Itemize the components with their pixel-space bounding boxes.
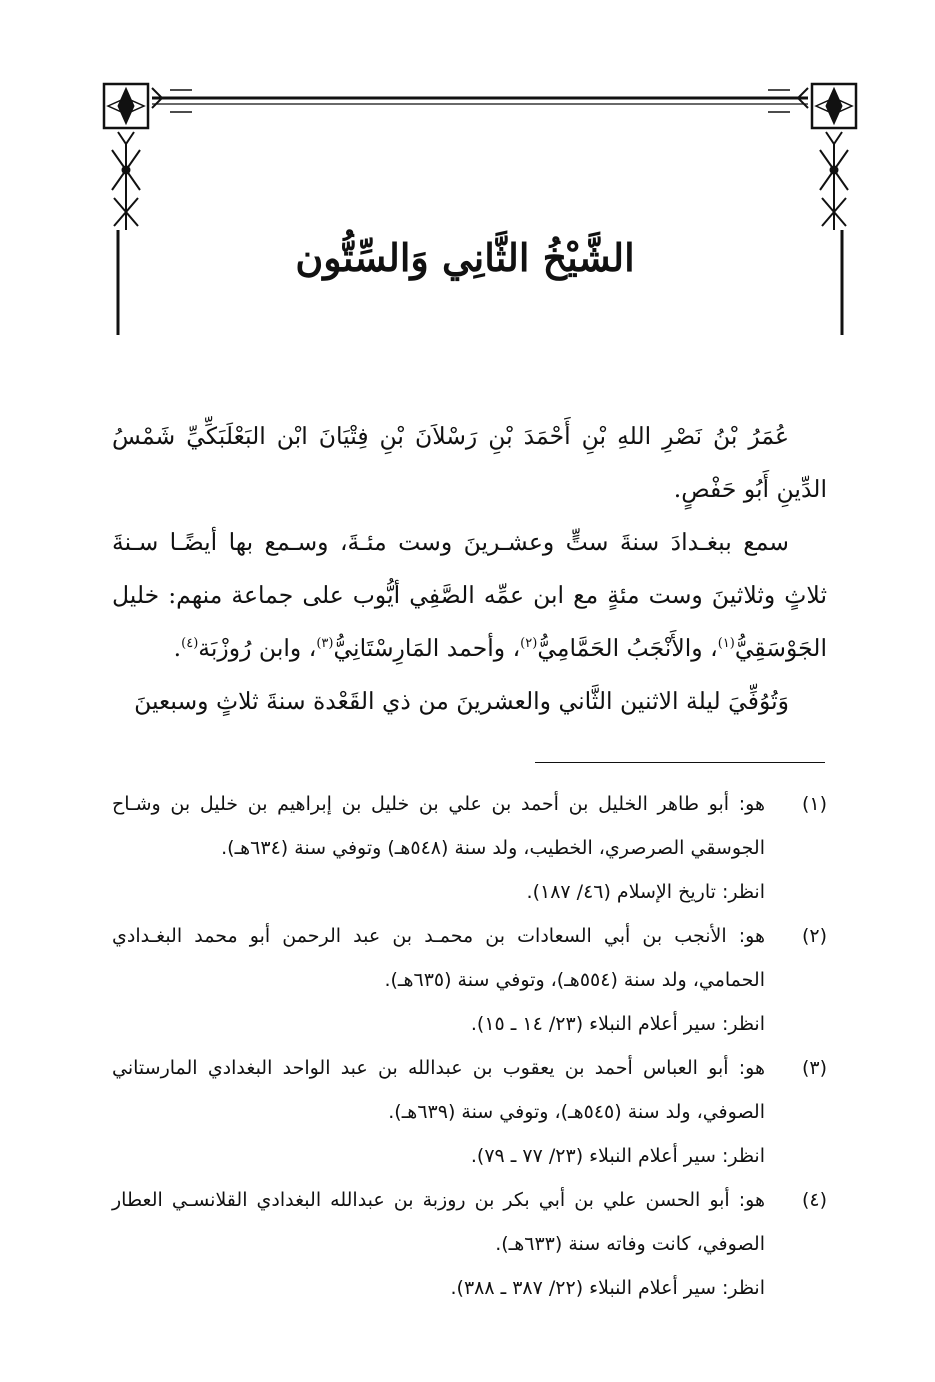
main-text: [112, 410, 827, 728]
footnote-number: (٣): [801, 1057, 827, 1079]
footnote-reference: انظر: تاريخ الإسلام (٤٦/ ١٨٧).: [526, 881, 765, 903]
footnote-text: هو: الأنجب بن أبي السعادات بن محمـد بن عبد الرحمن أبو محمد البغـدادي الحمامي، ولد سنة (٥٥٤هـ)، وتوفي سنة (٦٣٥هـ).: [112, 925, 765, 991]
footnote-number: (٤): [801, 1189, 827, 1211]
paragraph-text-c: ، وأحمد المَارِسْتَانِيُّ: [333, 634, 521, 662]
paragraph-hearing: [112, 516, 827, 675]
footnote-reference: انظر: سير أعلام النبلاء (٢٣/ ١٤ ـ ١٥).: [470, 1013, 765, 1035]
footnote-reference: انظر: سير أعلام النبلاء (٢٢/ ٣٨٧ ـ ٣٨٨).: [450, 1277, 765, 1299]
footnote-number: (١): [801, 793, 827, 815]
paragraph-text-b: ، والأَنْجَبُ الحَمَّامِيُّ: [537, 634, 718, 662]
paragraph-death: وَتُوُفِّيَ ليلة الاثنين الثَّاني والعشرينَ من ذي القَعْدة سنةَ ثلاثٍ وسبعينَ: [134, 687, 789, 715]
footnote-4: [112, 1178, 827, 1310]
paragraph-text-d: ، وابن رُوزْبَة: [198, 634, 317, 662]
footnote-3: [112, 1046, 827, 1178]
footnotes: [112, 782, 827, 1310]
name-paragraph: عُمَرُ بْنُ نَصْرِ اللهِ بْنِ أَحْمَدَ بْنِ رَسْلاَنَ بْنِ فِتْيَانَ ابْن البَعْلَبَكِّيِّ شَمْسُ الدِّينِ أَبُو حَفْصٍ.: [112, 422, 827, 503]
footnote-ref-2: (٢): [520, 636, 538, 651]
footnote-1: [112, 782, 827, 914]
footnote-ref-1: (١): [717, 636, 735, 651]
footnote-reference: انظر: سير أعلام النبلاء (٢٣/ ٧٧ ـ ٧٩).: [470, 1145, 765, 1167]
ornamental-title-frame: [100, 80, 860, 340]
footnote-ref-3: (٣): [316, 636, 334, 651]
footnote-text: هو: أبو الحسن علي بن أبي بكر بن روزبة بن عبدالله البغدادي القلانسـي العطار الصوفي، كانت وفاته سنة (٦٣٣هـ).: [112, 1189, 765, 1255]
paragraph-text-a: سمع ببغـدادَ سنةَ ستٍّ وعشـرينَ وست مئـةَ، وسـمع بها أيضًـا سـنةَ ثلاثٍ وثلاثينَ وست مئةٍ مع ابن عمِّه الصَّفِي أيُّوب على جماعة منهم: خليل الجَوْسَقِيُّ: [112, 528, 827, 662]
ornament-frame-icon: [100, 80, 860, 340]
footnote-number: (٢): [801, 925, 827, 947]
footnote-separator: [535, 762, 825, 763]
footnote-text: هو: أبو طاهر الخليل بن أحمد بن علي بن خليل بن إبراهيم بن خليل بن وشـاح الجوسقي الصرصري، الخطيب، ولد سنة (٥٤٨هـ) وتوفي سنة (٦٣٤هـ).: [112, 793, 765, 859]
footnote-text: هو: أبو العباس أحمد بن يعقوب بن عبدالله بن عبد الواحد البغدادي المارستاني الصوفي، ولد سنة (٥٤٥هـ)، وتوفي سنة (٦٣٩هـ).: [112, 1057, 765, 1123]
chapter-title: الشَّيْخُ الثَّانِي وَالسِّتُّون: [295, 235, 635, 280]
footnote-ref-4: (٤): [181, 636, 199, 651]
footnote-2: [112, 914, 827, 1046]
paragraph-text-e: .: [173, 634, 182, 662]
